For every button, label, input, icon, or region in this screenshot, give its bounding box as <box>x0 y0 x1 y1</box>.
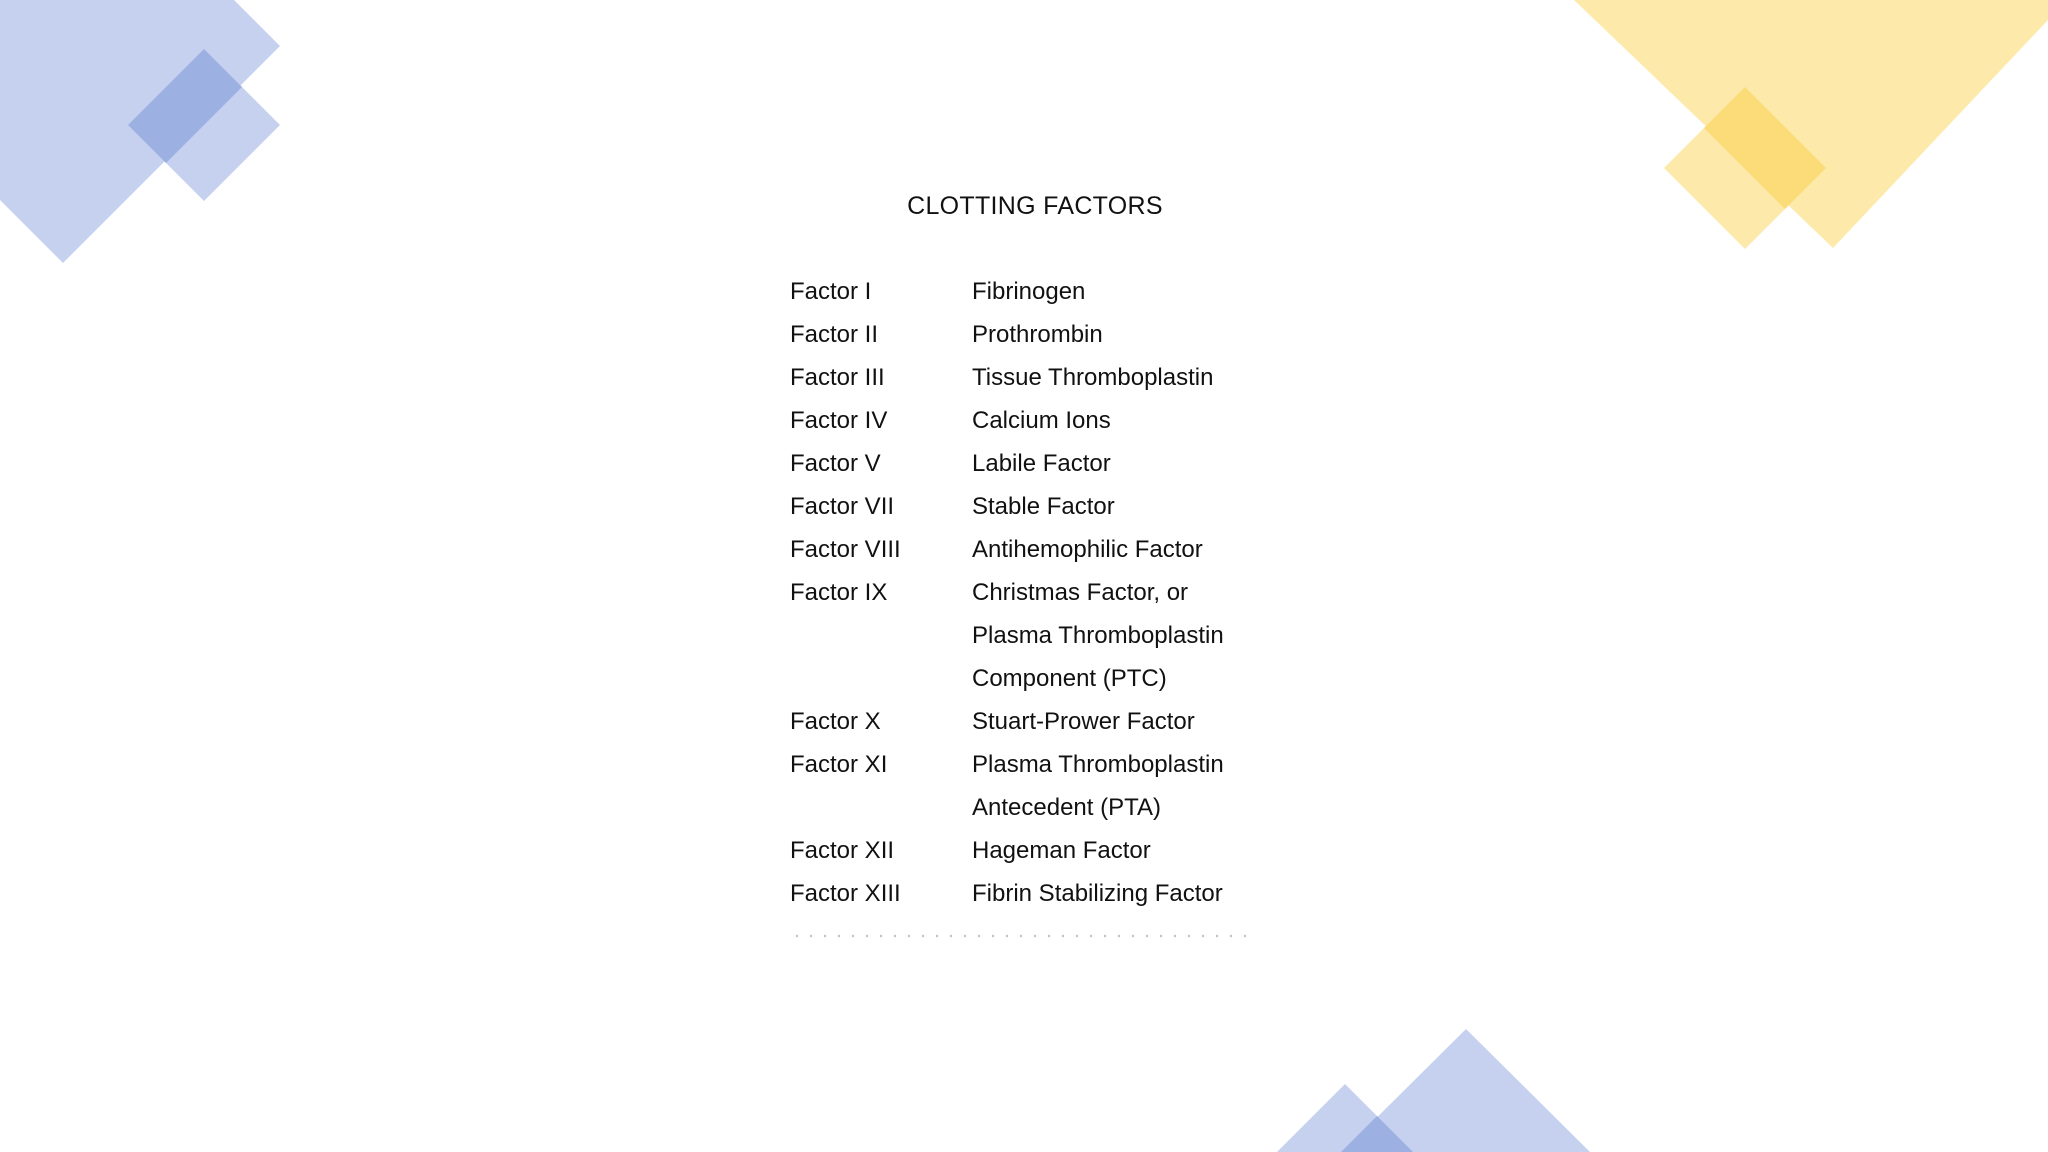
factor-row <box>790 485 1310 528</box>
factor-row <box>790 399 1310 442</box>
factor-row <box>790 872 1310 915</box>
factor-description-line: Tissue Thromboplastin <box>972 364 1214 391</box>
factor-row <box>790 829 1310 872</box>
factor-name: Factor II <box>790 321 879 348</box>
factor-row <box>790 356 1310 399</box>
factor-name: Factor V <box>790 450 881 477</box>
factor-name: Factor VIII <box>790 536 901 563</box>
factor-row <box>790 528 1310 571</box>
factor-description <box>972 442 1310 485</box>
factor-description <box>972 356 1310 399</box>
factor-description-line: Antecedent (PTA) <box>972 794 1161 821</box>
factor-row <box>790 700 1310 743</box>
factor-description-line: Fibrin Stabilizing Factor <box>972 880 1223 907</box>
factor-description <box>972 313 1310 356</box>
factor-description-line: Hageman Factor <box>972 837 1151 864</box>
factor-description <box>972 270 1310 313</box>
factor-description-line: Stuart-Prower Factor <box>972 708 1195 735</box>
factor-description-line: Stable Factor <box>972 493 1115 520</box>
factor-name: Factor IX <box>790 579 888 606</box>
yellow-diamond-large-top-right <box>1574 0 2048 248</box>
factor-table <box>790 270 1310 915</box>
factor-description <box>972 528 1310 571</box>
factor-row <box>790 313 1310 356</box>
factor-name: Factor III <box>790 364 885 391</box>
factor-name: Factor XI <box>790 751 888 778</box>
factor-row <box>790 743 1310 829</box>
factor-description <box>972 399 1310 442</box>
factor-name: Factor VII <box>790 493 895 520</box>
factor-name: Factor XIII <box>790 880 901 907</box>
factor-description-line: Plasma Thromboplastin <box>972 622 1224 649</box>
factor-name: Factor XII <box>790 837 895 864</box>
clotting-factors-document <box>760 170 1300 940</box>
factor-description <box>972 485 1310 528</box>
factor-description <box>972 700 1310 743</box>
factor-description-line: Calcium Ions <box>972 407 1111 434</box>
factor-description <box>972 571 1310 700</box>
factor-description-line: Prothrombin <box>972 321 1103 348</box>
cropped-text-line <box>790 934 1250 938</box>
factor-row <box>790 571 1310 700</box>
factor-name: Factor IV <box>790 407 888 434</box>
factor-name: Factor X <box>790 708 881 735</box>
factor-description-line: Component (PTC) <box>972 665 1167 692</box>
document-title: CLOTTING FACTORS <box>907 192 1163 220</box>
factor-row <box>790 270 1310 313</box>
factor-description-line: Fibrinogen <box>972 278 1086 305</box>
factor-description <box>972 743 1310 829</box>
factor-description-line: Antihemophilic Factor <box>972 536 1203 563</box>
factor-description-line: Plasma Thromboplastin <box>972 751 1224 778</box>
factor-description <box>972 872 1310 915</box>
factor-row <box>790 442 1310 485</box>
factor-description <box>972 829 1310 872</box>
factor-description-line: Labile Factor <box>972 450 1111 477</box>
factor-description-line: Christmas Factor, or <box>972 579 1189 606</box>
factor-name: Factor I <box>790 278 872 305</box>
